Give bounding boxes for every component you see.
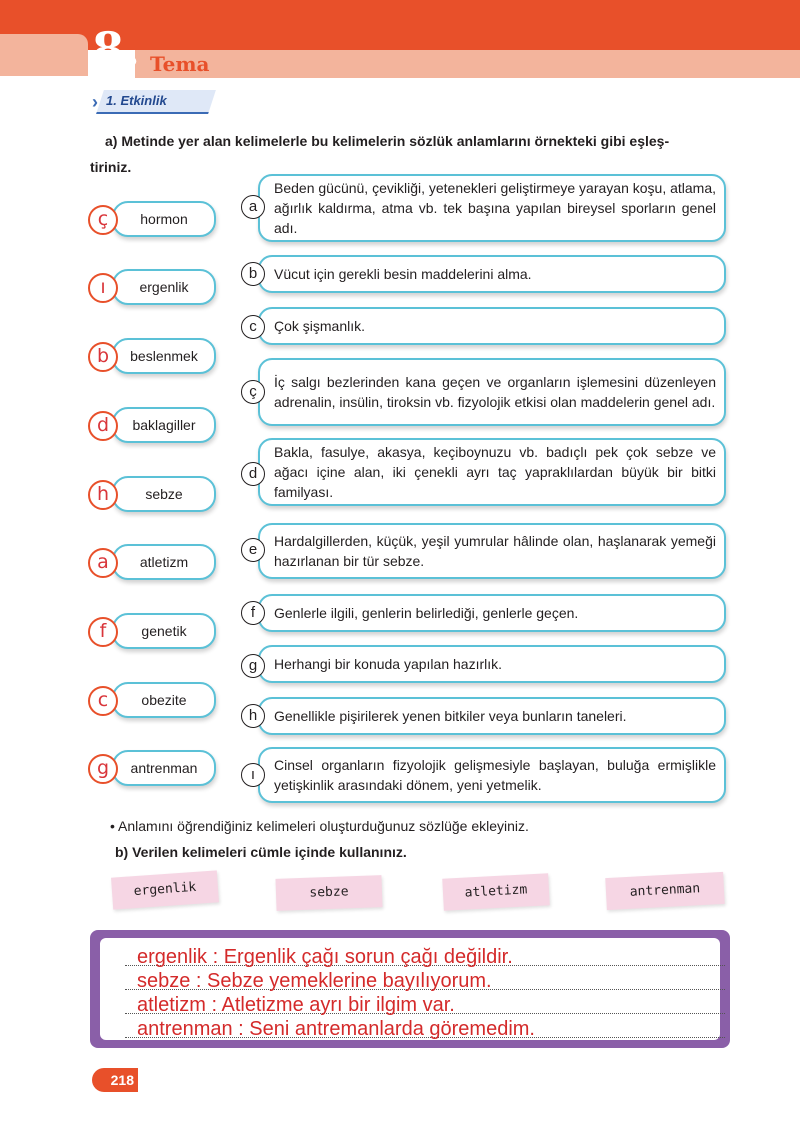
answer-area [100,938,720,1040]
definition-letter: h [241,704,265,728]
definition-letter: ı [241,763,265,787]
answer-frame [90,930,730,1048]
definition-box-e: Hardalgillerden, küçük, yeşil yumrular hâlinde olan, haşlanarak yemeği hazırlanan bir tür sebze. [258,523,726,579]
bullet-note: • Anlamını öğrendiğiniz kelimeleri oluşturduğunuz sözlüğe ekleyiniz. [110,818,529,834]
definition-box-g: Herhangi bir konuda yapılan hazırlık. [258,645,726,683]
word-box-antrenman: antrenman [112,750,216,786]
definition-box-i-dotless: Cinsel organların fizyolojik gelişmesiyle başlayan, buluğa ermişlikle yetişkinlik arasındaki dönem, yeni yetmelik. [258,747,726,803]
word-box-atletizm: atletizm [112,544,216,580]
definition-box-d: Bakla, fasulye, akasya, keçiboynuzu vb. badıçlı pek çok sebze ve ağacı içine alan, iki çenekli ayrı taç yapraklılardan büyük bir bitki familyası. [258,438,726,506]
instruction-a: a) Metinde yer alan kelimelerle bu kelimelerin sözlük anlamlarını örnekteki gibi eşleş- tiriniz. [90,133,670,175]
page-number: 218 [110,1072,134,1088]
definition-letter: b [241,262,265,286]
answer-line-1: ergenlik : Ergenlik çağı sorun çağı değildir. [125,941,725,966]
word-tag-atletizm: atletizm [442,873,550,911]
activity-chevron-icon: › [92,92,98,112]
answer-circle: h [88,480,118,510]
definition-letter: c [241,315,265,339]
definition-letter: f [241,601,265,625]
definition-box-a: Beden gücünü, çevikliği, yetenekleri geliştirmeye yarayan koşu, atlama, ağırlık kaldırma, atma vb. tek başına yapılan bireysel sporların genel adı. [258,174,726,242]
word-tag-ergenlik: ergenlik [111,870,219,909]
answer-circle: ç [88,205,118,235]
activity-badge [92,90,212,112]
definition-letter: ç [241,380,265,404]
answer-circle: ı [88,273,118,303]
header-tab [0,34,88,76]
definition-letter: e [241,538,265,562]
word-box-sebze: sebze [112,476,216,512]
activity-label: 1. Etkinlik [106,93,167,108]
definition-box-h: Genellikle pişirilerek yenen bitkiler veya bunların taneleri. [258,697,726,735]
definition-box-b: Vücut için gerekli besin maddelerini alma. [258,255,726,293]
instruction-b: b) Verilen kelimeleri cümle içinde kullanınız. [115,844,407,860]
definition-box-c-cedilla: İç salgı bezlerinden kana geçen ve organların işlemesini düzenleyen adrenalin, insülin, tiroksin vb. fizyolojik etkisi olan maddelerin genel adı. [258,358,726,426]
word-box-baklagiller: baklagiller [112,407,216,443]
answer-circle: d [88,411,118,441]
tema-number: 8. [92,22,141,76]
answer-line-4: antrenman : Seni antremanlarda göremedim. [125,1013,725,1038]
definition-box-c: Çok şişmanlık. [258,307,726,345]
word-box-hormon: hormon [112,201,216,237]
answer-circle: g [88,754,118,784]
answer-line-2: sebze : Sebze yemeklerine bayılıyorum. [125,965,725,990]
answer-line-3: atletizm : Atletizme ayrı bir ilgim var. [125,989,725,1014]
page-number-badge [92,1068,138,1092]
answer-circle: b [88,342,118,372]
word-box-beslenmek: beslenmek [112,338,216,374]
answer-circle: a [88,548,118,578]
answer-circle: c [88,686,118,716]
definition-letter: g [241,654,265,678]
definition-letter: a [241,195,265,219]
word-box-ergenlik: ergenlik [112,269,216,305]
word-box-obezite: obezite [112,682,216,718]
word-tag-sebze: sebze [275,875,382,911]
definition-box-f: Genlerle ilgili, genlerin belirlediği, genlerle geçen. [258,594,726,632]
word-box-genetik: genetik [112,613,216,649]
definition-letter: d [241,462,265,486]
tema-label: Tema [150,52,210,76]
answer-circle: f [88,617,118,647]
word-tag-antrenman: antrenman [605,872,725,910]
tema-bar [135,50,800,78]
